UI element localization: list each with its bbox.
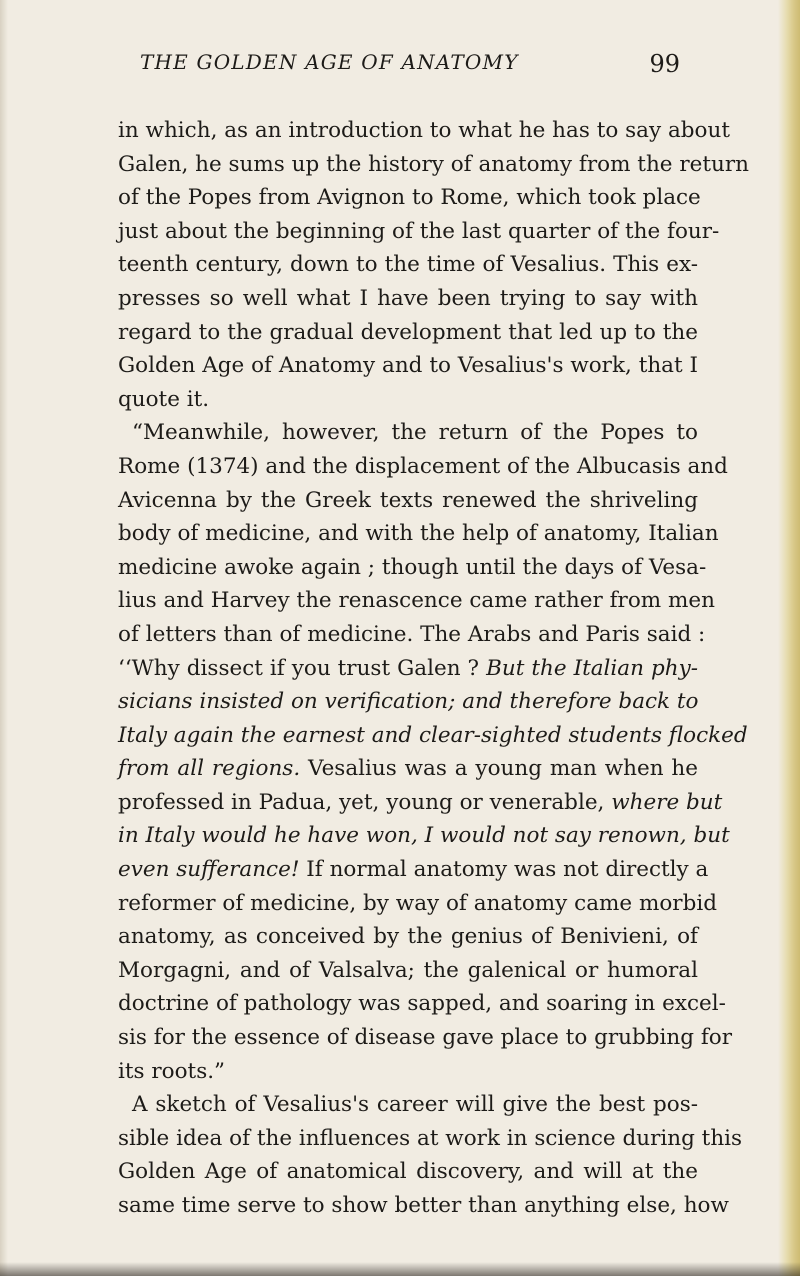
text-segment: lius and Harvey the renascence came rather from men <box>118 588 715 614</box>
text-segment: Galen, he sums up the history of anatomy from the return <box>118 151 749 177</box>
text-line <box>118 618 706 652</box>
italic-text: Italy again the earnest and clear-sighted students flocked <box>118 722 748 748</box>
text-segment: Morgagni, and of Valsalva; the galenical or humoral <box>118 957 698 983</box>
text-segment: sible idea of the influences at work in science during this <box>118 1125 743 1151</box>
text-segment: sis for the essence of disease gave place to grubbing for <box>118 1025 733 1051</box>
page-edge-left <box>0 0 8 1276</box>
text-line <box>118 652 698 686</box>
text-segment: ‘‘Why dissect if you trust Galen ? <box>118 655 487 681</box>
text-line <box>118 551 707 585</box>
text-segment: regard to the gradual development that led up to the <box>118 319 698 345</box>
text-segment: A sketch of Vesalius's career will give the best pos- <box>132 1092 698 1118</box>
text-line <box>118 181 701 215</box>
page-number: 99 <box>649 50 680 78</box>
text-segment: anatomy, as conceived by the genius of Benivieni, of <box>118 924 698 950</box>
text-line <box>118 215 720 249</box>
text-segment: Golden Age of anatomical discovery, and will at the <box>118 1159 698 1185</box>
text-line <box>118 383 698 417</box>
text-line <box>118 282 698 316</box>
text-line <box>118 853 709 887</box>
text-line <box>118 316 698 350</box>
text-line <box>118 1055 698 1089</box>
text-line <box>118 248 698 282</box>
text-line <box>118 920 698 954</box>
text-line <box>118 786 723 820</box>
bottom-shadow <box>0 1262 800 1276</box>
text-line <box>118 719 748 753</box>
text-line <box>118 416 698 450</box>
text-segment: same time serve to show better than anything else, how <box>118 1193 729 1218</box>
body-text <box>118 114 749 1223</box>
page-header <box>120 50 680 84</box>
text-segment: Golden Age of Anatomy and to Vesalius's work, that I <box>118 353 698 379</box>
text-line <box>118 1122 743 1156</box>
text-line <box>118 685 698 719</box>
italic-text: even sufferance! <box>118 857 300 883</box>
text-segment: Vesalius was a young man when he <box>300 756 698 782</box>
italic-text: in Italy would he have won, I would not say renown, but <box>118 823 730 849</box>
italic-text: But the Italian phy- <box>486 655 698 681</box>
italic-text: from all regions. <box>118 756 301 782</box>
text-segment: If normal anatomy was not directly a <box>299 857 709 883</box>
text-line <box>118 1155 698 1189</box>
text-line <box>118 1021 733 1055</box>
text-line <box>118 517 719 551</box>
text-line <box>118 987 726 1021</box>
italic-text: where but <box>611 789 723 815</box>
text-segment: teenth century, down to the time of Vesalius. This ex- <box>118 252 698 278</box>
text-line <box>118 114 730 148</box>
text-segment: Rome (1374) and the displacement of the Albucasis and <box>118 453 728 479</box>
text-line <box>118 148 749 182</box>
italic-text: sicians insisted on verification; and therefore back to <box>118 689 699 715</box>
text-line <box>118 954 698 988</box>
running-title: THE GOLDEN AGE OF ANATOMY <box>140 50 519 74</box>
text-line <box>118 484 698 518</box>
text-line <box>118 1189 729 1223</box>
text-segment: professed in Padua, yet, young or venerable, <box>118 789 612 815</box>
text-segment: medicine awoke again ; though until the days of Vesa- <box>118 554 707 580</box>
text-segment: quote it. <box>118 386 210 412</box>
text-line <box>118 584 715 618</box>
text-segment: reformer of medicine, by way of anatomy came morbid <box>118 890 717 916</box>
text-line <box>118 450 728 484</box>
page-edge-right <box>778 0 800 1276</box>
text-segment: presses so well what I have been trying to say with <box>118 285 698 311</box>
text-segment: Avicenna by the Greek texts renewed the shriveling <box>118 487 698 513</box>
text-line <box>118 752 698 786</box>
text-segment: of the Popes from Avignon to Rome, which took place <box>118 185 701 211</box>
text-segment: of letters than of medicine. The Arabs and Paris said : <box>118 621 706 647</box>
text-segment: its roots.” <box>118 1058 226 1084</box>
text-segment: doctrine of pathology was sapped, and soaring in excel- <box>118 991 726 1017</box>
text-segment: “Meanwhile, however, the return of the Popes to <box>132 420 698 446</box>
text-line <box>118 819 730 853</box>
text-segment: just about the beginning of the last quarter of the four- <box>118 218 720 244</box>
text-line <box>118 1088 698 1122</box>
text-segment: body of medicine, and with the help of anatomy, Italian <box>118 521 719 547</box>
text-line <box>118 887 717 921</box>
text-line <box>118 349 698 383</box>
text-segment: in which, as an introduction to what he has to say about <box>118 118 730 143</box>
